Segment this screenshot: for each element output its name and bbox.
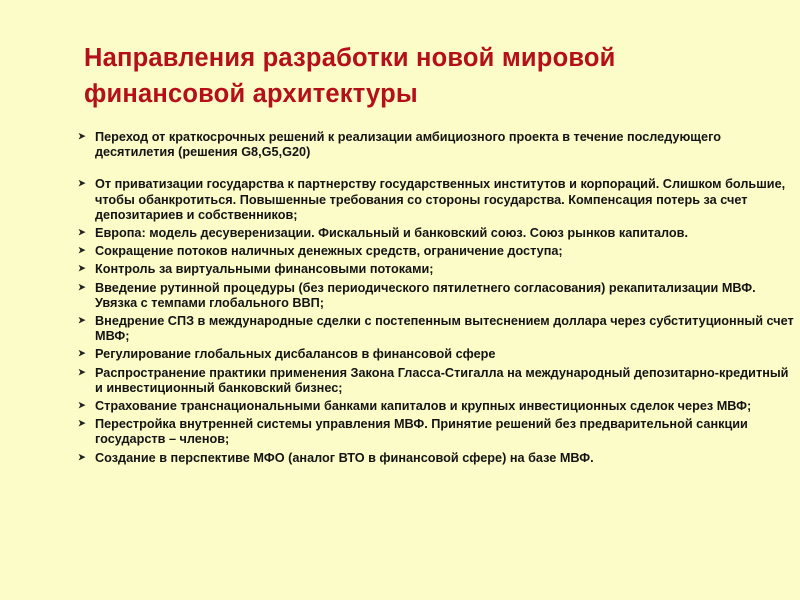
bullet-text: Регулирование глобальных дисбалансов в финансовой сфере	[95, 347, 496, 362]
bullet-item	[78, 417, 794, 447]
bullet-arrow-icon: ➤	[78, 263, 86, 274]
bullet-text: Контроль за виртуальными финансовыми потоками;	[95, 262, 434, 277]
bullet-arrow-icon: ➤	[78, 348, 86, 359]
bullet-item	[78, 366, 794, 396]
bullet-item	[78, 314, 794, 344]
bullet-item	[78, 281, 794, 311]
bullet-text: Сокращение потоков наличных денежных средств, ограничение доступа;	[95, 244, 563, 259]
bullet-text: Внедрение СПЗ в международные сделки с постепенным вытеснением доллара через субституционный счет МВФ;	[95, 314, 794, 344]
bullet-arrow-icon: ➤	[78, 131, 86, 141]
bullet-arrow-icon: ➤	[78, 245, 86, 256]
bullet-text: Переход от краткосрочных решений к реализации амбициозного проекта в течение последующего десятилетия (решения G8,G5,G20)	[95, 130, 721, 160]
bullet-text: Распространение практики применения Закона Гласса-Стигалла на международный депозитарно-кредитный и инвестиционный банковский бизнес;	[95, 365, 789, 395]
bullet-text: Перестройка внутренней системы управления МВФ. Принятие решений без предварительной санкции государств – членов;	[95, 417, 748, 447]
bullet-text: Страхование транснациональными банками капиталов и крупных инвестиционных сделок через МВФ;	[95, 399, 752, 414]
bullet-text: Создание в перспективе МФО (аналог ВТО в финансовой сфере) на базе МВФ.	[95, 450, 594, 465]
bullet-item	[78, 347, 794, 362]
bullet-list	[78, 130, 794, 469]
slide-title: Направления разработки новой мировой финансовой архитектуры	[84, 44, 616, 108]
bullet-text: Европа: модель десуверенизации. Фискальный и банковский союз. Союз рынков капиталов.	[95, 226, 688, 241]
bullet-arrow-icon: ➤	[78, 178, 86, 189]
bullet-arrow-icon: ➤	[78, 418, 86, 429]
bullet-item	[78, 451, 794, 466]
bullet-arrow-icon: ➤	[78, 315, 86, 326]
bullet-item	[78, 226, 794, 241]
bullet-arrow-icon: ➤	[78, 227, 86, 238]
bullet-text: Введение рутинной процедуры (без периодического пятилетнего согласования) рекапитализации МВФ. Увязка с темпами глобального ВВП;	[95, 280, 756, 310]
bullet-arrow-icon: ➤	[78, 400, 86, 411]
bullet-arrow-icon: ➤	[78, 281, 86, 292]
bullet-item	[78, 262, 794, 277]
bullet-item	[78, 244, 794, 259]
bullet-item	[78, 177, 794, 223]
bullet-arrow-icon: ➤	[78, 451, 86, 462]
bullet-item	[78, 399, 794, 414]
bullet-arrow-icon: ➤	[78, 366, 86, 377]
bullet-item	[78, 130, 794, 160]
bullet-text: От приватизации государства к партнерству государственных институтов и корпораций. Слишком большие, чтобы обанкротиться. Повышенные требования со стороны государства. Компенсация потерь за счет депозитариев и собственников;	[95, 177, 786, 222]
